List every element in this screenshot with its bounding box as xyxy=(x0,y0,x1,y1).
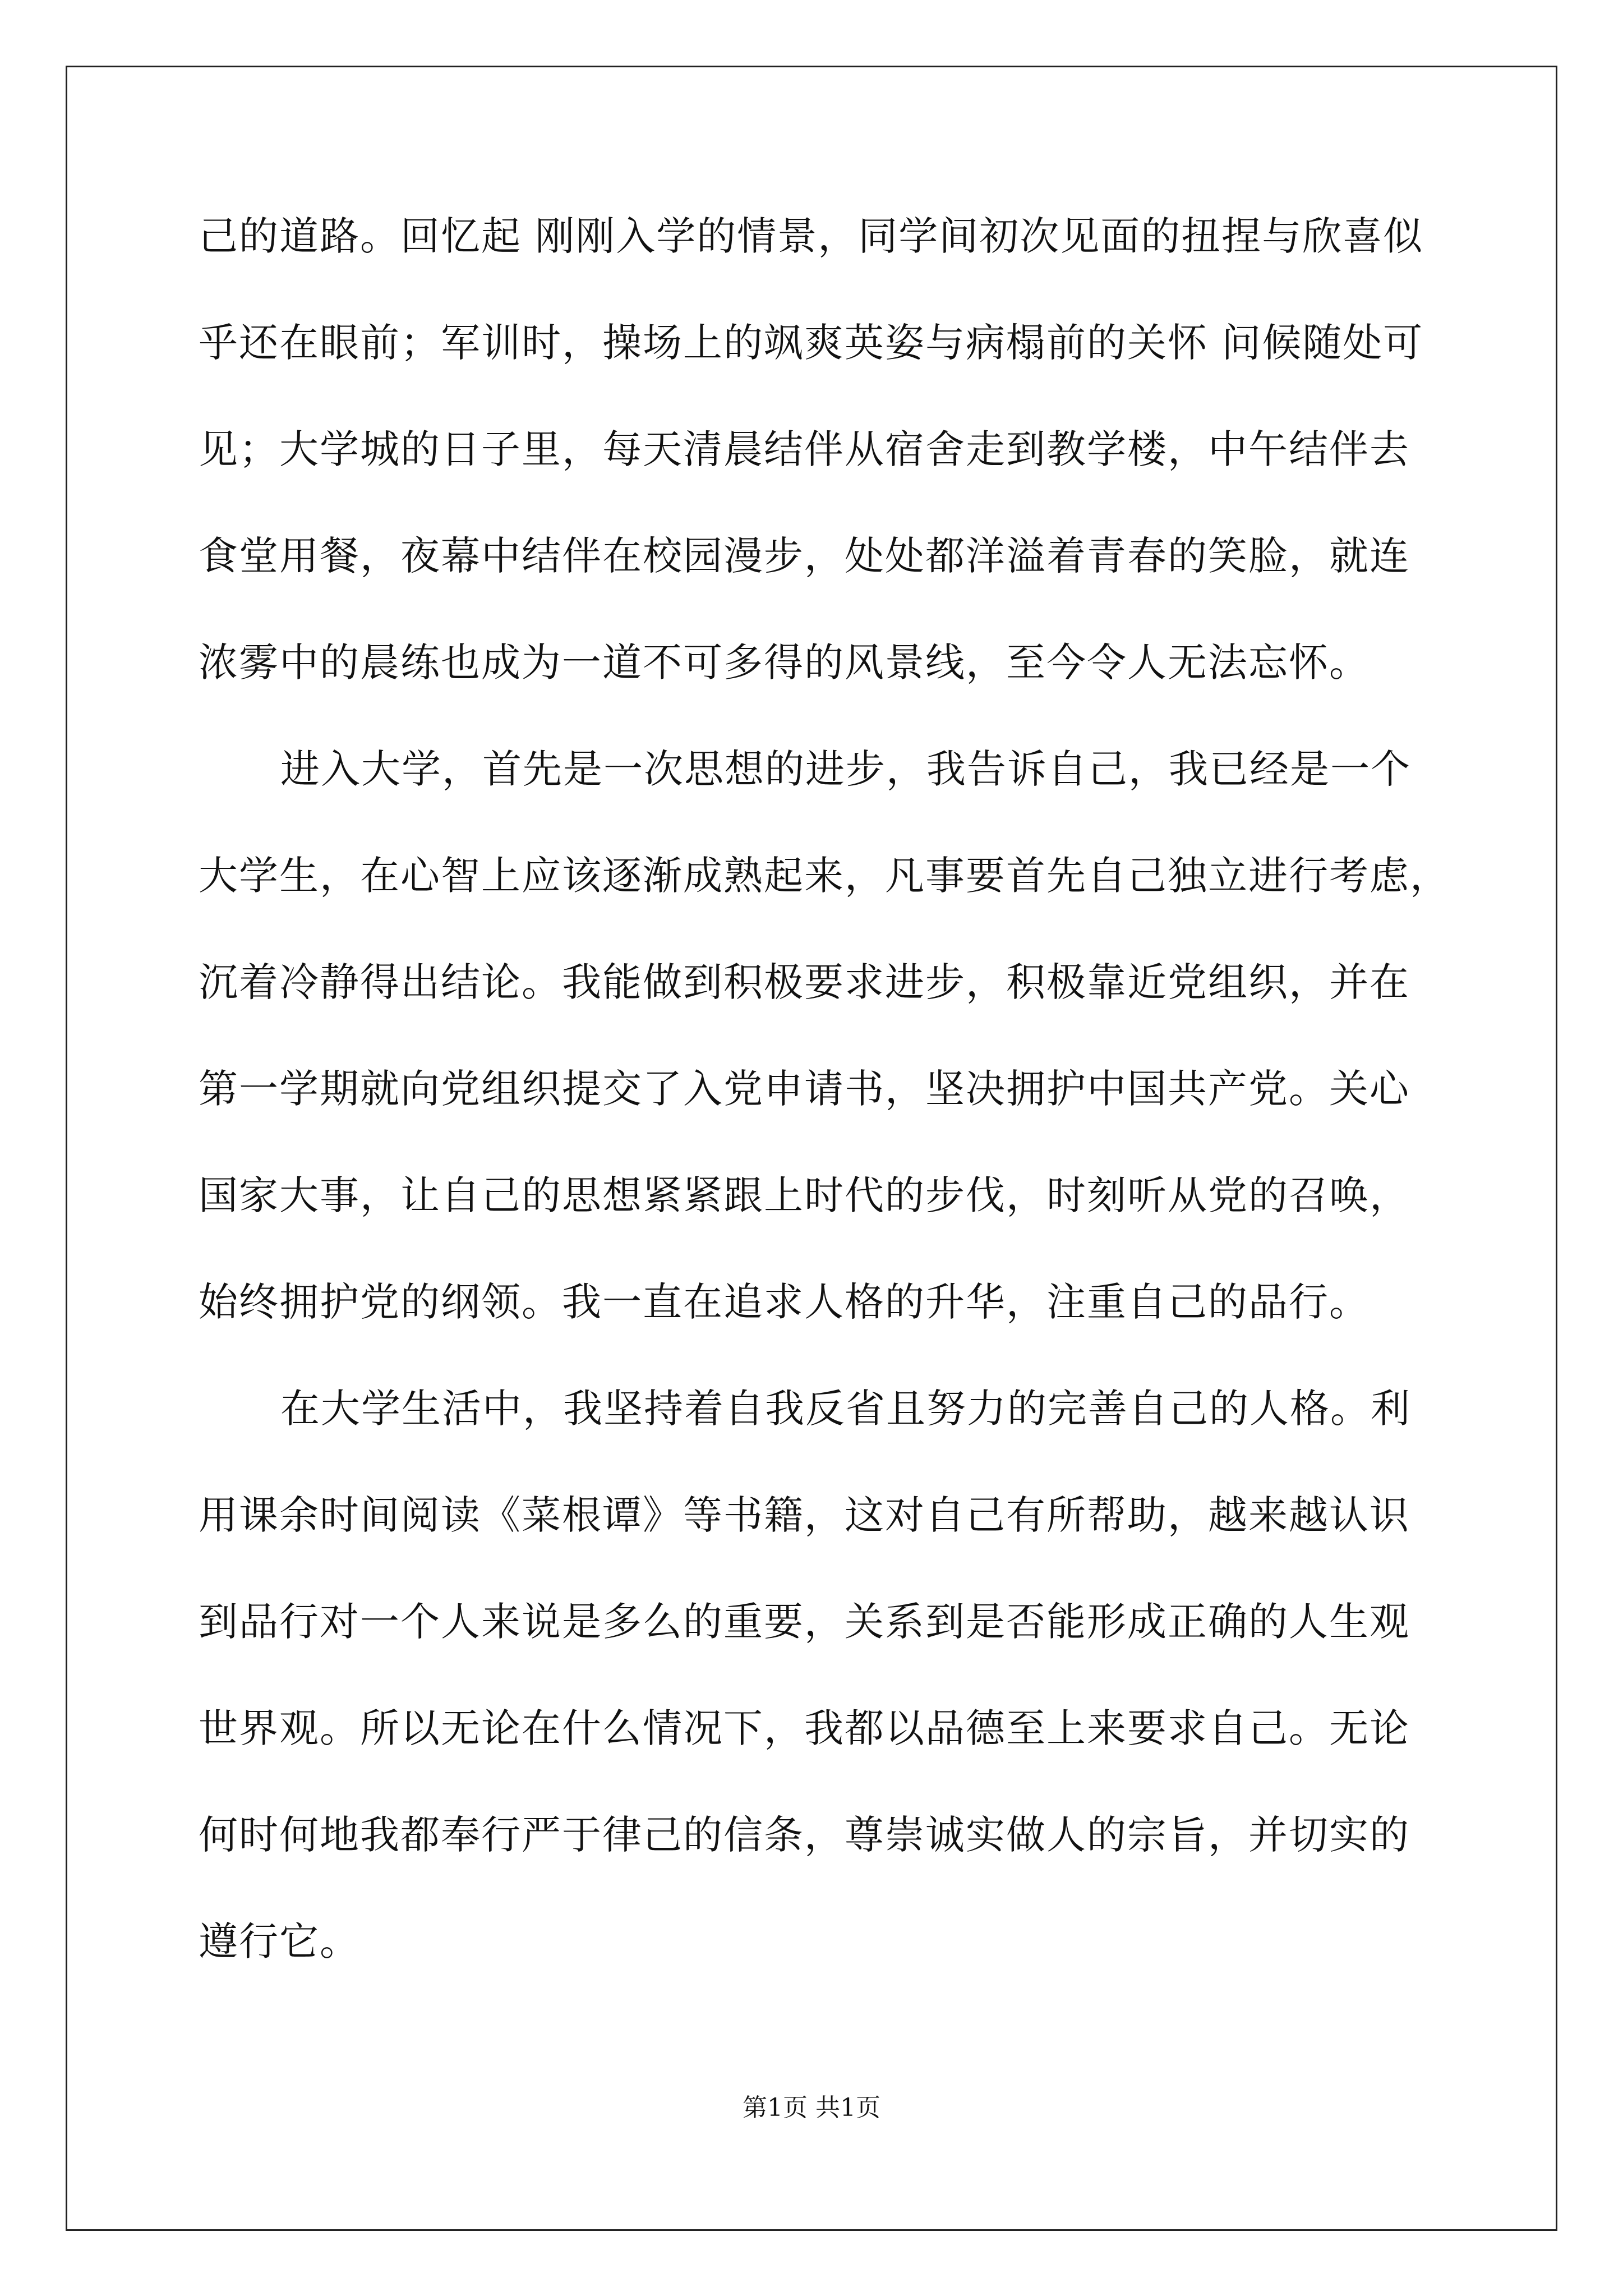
page-number-footer: 第1页 共1页 xyxy=(743,2093,880,2122)
paragraph-line: 见；大学城的日子里，每天清晨结伴从宿舍走到教学楼，中午结伴去 xyxy=(199,426,1410,472)
paragraph-line: 己的道路。回忆起 刚刚入学的情景，同学间初次见面的扭捏与欣喜似 xyxy=(199,213,1424,259)
paragraph-line: 国家大事，让自己的思想紧紧跟上时代的步伐，时刻听从党的召唤， xyxy=(199,1172,1410,1218)
paragraph-line: 第一学期就向党组织提交了入党申请书，坚决拥护中国共产党。关心 xyxy=(199,1066,1410,1112)
paragraph-first-line: 在大学生活中，我坚持着自我反省且努力的完善自己的人格。利 xyxy=(280,1386,1411,1432)
paragraph-line: 乎还在眼前；军训时，操场上的飒爽英姿与病榻前的关怀 问候随处可 xyxy=(199,320,1424,366)
paragraph-line: 沉着冷静得出结论。我能做到积极要求进步，积极靠近党组织，并在 xyxy=(199,959,1410,1005)
paragraph-line: 到品行对一个人来说是多么的重要，关系到是否能形成正确的人生观 xyxy=(199,1599,1410,1645)
paragraph-line: 浓雾中的晨练也成为一道不可多得的风景线，至今令人无法忘怀。 xyxy=(199,639,1370,685)
paragraph-line: 食堂用餐，夜幕中结伴在校园漫步，处处都洋溢着青春的笑脸，就连 xyxy=(199,533,1410,579)
paragraph-first-line: 进入大学，首先是一次思想的进步，我告诉自己，我已经是一个 xyxy=(280,746,1411,792)
paragraph-line: 世界观。所以无论在什么情况下，我都以品德至上来要求自己。无论 xyxy=(199,1705,1410,1751)
paragraph-line: 遵行它。 xyxy=(199,1918,360,1964)
paragraph-line: 用课余时间阅读《菜根谭》等书籍，这对自己有所帮助，越来越认识 xyxy=(199,1492,1410,1538)
paragraph-line: 大学生，在心智上应该逐渐成熟起来，凡事要首先自己独立进行考虑， xyxy=(199,853,1450,899)
page-border xyxy=(66,66,1557,2231)
paragraph-line: 始终拥护党的纲领。我一直在追求人格的升华，注重自己的品行。 xyxy=(199,1279,1370,1325)
paragraph-line: 何时何地我都奉行严于律己的信条，尊崇诚实做人的宗旨，并切实的 xyxy=(199,1812,1410,1858)
